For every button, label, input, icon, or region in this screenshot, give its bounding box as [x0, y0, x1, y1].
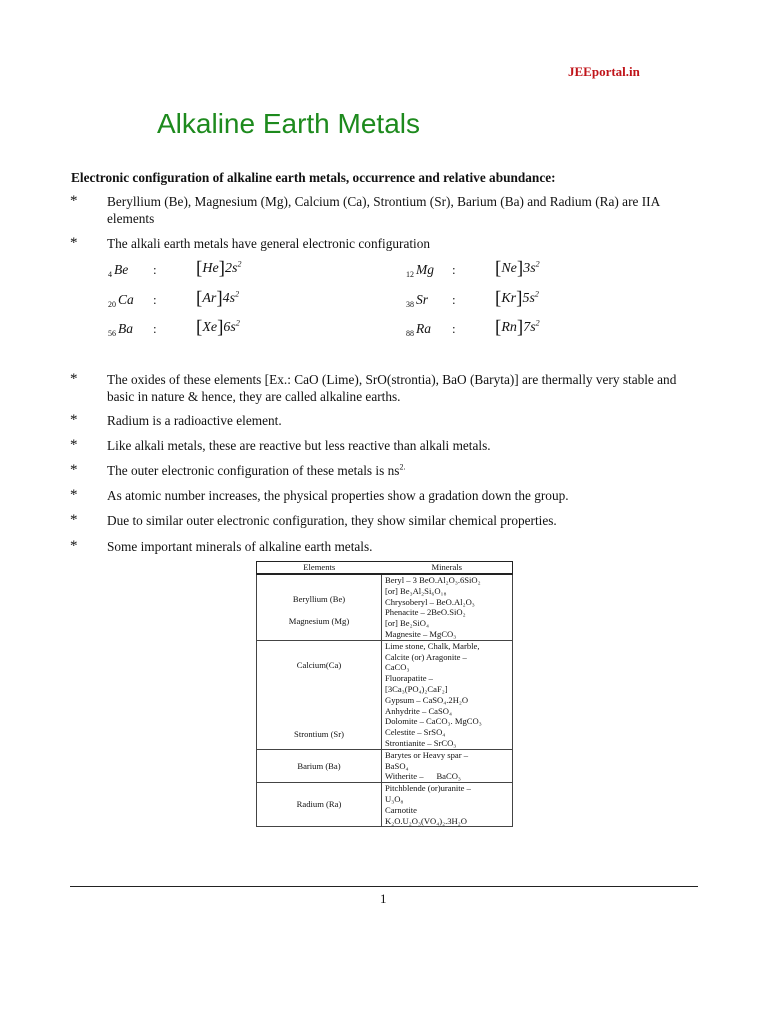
elements-cell — [257, 749, 382, 782]
mineral-line: Phenacite – 2BeO.SiO₂ — [385, 607, 466, 618]
config-be: $[He]2s^2$ — [196, 258, 242, 279]
mineral-line: Lime stone, Chalk, Marble, — [385, 640, 480, 651]
bullet-text: Radium is a radioactive element. — [107, 413, 282, 428]
mineral-line: Pitchblende (or)uranite – — [385, 783, 471, 794]
bullet-item — [70, 539, 698, 556]
element-name: Beryllium (Be) — [292, 593, 346, 604]
bullet-text: The oxides of these elements [Ex.: CaO (Lime), SrO(strontia), BaO (Baryta)] are thermally very stable and basic in nature & hence, they are called alkaline earths. — [107, 372, 677, 404]
mineral-line: Fluorapatite – — [385, 673, 433, 684]
mineral-line: Gypsum – CaSO₄.2H₂O — [385, 694, 469, 705]
minerals-cell — [382, 783, 513, 827]
minerals-table — [256, 561, 513, 827]
config-mg: $[Ne]3s^2$ — [495, 258, 540, 279]
mineral-line: Magnesite – MgCO₃ — [385, 628, 457, 639]
colon: : — [153, 321, 157, 336]
colon: : — [452, 321, 456, 336]
element-name: Strontium (Sr) — [294, 728, 344, 739]
footer-rule — [70, 886, 698, 887]
element-symbol-ca: $_{20}$ Ca — [108, 292, 134, 309]
colon: : — [153, 292, 157, 307]
column-header-minerals: Minerals — [382, 562, 513, 575]
config-ca: $[Ar]4s^2$ — [196, 288, 240, 309]
config-ra: $[Rn]7s^2$ — [495, 317, 540, 338]
mineral-line: Chrysoberyl – BeO.Al₂O₃ — [385, 596, 475, 607]
minerals-cell — [382, 574, 513, 640]
mineral-line: Witherite – BaCO₃ — [385, 771, 461, 782]
element-symbol-ba: $_{56}$ Ba — [108, 321, 133, 338]
mineral-line: Carnotite — [385, 804, 417, 815]
elements-cell — [257, 783, 382, 827]
minerals-cell — [382, 640, 513, 749]
config-ba: $[Xe]6s^2$ — [196, 317, 240, 338]
colon: : — [452, 262, 456, 277]
element-name: Calcium(Ca) — [296, 659, 342, 670]
page-title: Alkaline Earth Metals — [157, 108, 421, 139]
bullet-marker: * — [70, 437, 78, 453]
table-row — [257, 574, 513, 640]
element-name: Radium (Ra) — [296, 799, 342, 810]
element-symbol-ra: $_{88}$ Ra — [406, 321, 431, 338]
bullet-marker: * — [70, 193, 78, 209]
minerals-cell — [382, 749, 513, 782]
mineral-line: Celestite – SrSO₄ — [385, 727, 446, 738]
mineral-line: [or] Be₃Al₂Si₆O₁₈ — [385, 585, 447, 596]
mineral-line: Dolomite – CaCO₃. MgCO₃ — [385, 716, 482, 727]
bullet-text: As atomic number increases, the physical properties show a gradation down the group. — [107, 488, 569, 503]
table-row — [257, 640, 513, 749]
bullet-text: Beryllium (Be), Magnesium (Mg), Calcium (Ca), Strontium (Sr), Barium (Ba) and Radium (Ra) are IIA elements — [107, 194, 660, 226]
bullet-text: The alkali earth metals have general electronic configuration — [107, 236, 431, 251]
element-name: Magnesium (Mg) — [288, 616, 350, 627]
bullet-item — [70, 372, 698, 406]
mineral-line: Strontianite – SrCO₃ — [385, 737, 457, 748]
elements-cell — [257, 574, 382, 640]
colon: : — [153, 262, 157, 277]
bullet-marker: * — [70, 538, 78, 554]
bullet-text: Some important minerals of alkaline earth metals. — [107, 539, 373, 554]
site-brand: JEEportal.in — [568, 64, 640, 79]
section-subheading: Electronic configuration of alkaline earth metals, occurrence and relative abundance: — [71, 170, 556, 185]
element-symbol-mg: $_{12}$ Mg — [406, 262, 434, 279]
mineral-line: CaCO₃ — [385, 662, 410, 673]
bullet-marker: * — [70, 235, 78, 251]
elements-cell — [257, 640, 382, 749]
config-sr: $[Kr]5s^2$ — [495, 288, 539, 309]
bullet-item — [70, 488, 698, 505]
bullet-marker: * — [70, 371, 78, 387]
bullet-item — [70, 413, 698, 430]
bullet-marker: * — [70, 487, 78, 503]
bullet-text: Due to similar outer electronic configuration, they show similar chemical properties. — [107, 513, 557, 528]
table-row — [257, 783, 513, 827]
mineral-line: [or] Be₂SiO₄ — [385, 618, 429, 629]
table-header-row — [257, 562, 513, 575]
column-header-elements: Elements — [257, 562, 382, 575]
bullet-text: The outer electronic configuration of these metals is $ns^{2.}$ — [107, 462, 406, 478]
element-name: Barium (Ba) — [297, 760, 341, 771]
mineral-line: [3Ca₃(PO₄)₂CaF₂] — [385, 683, 448, 694]
bullet-marker: * — [70, 462, 78, 478]
page-number: 1 — [380, 891, 387, 906]
element-symbol-be: $_4$ Be — [108, 262, 129, 279]
mineral-line: Anhydrite – CaSO₄ — [385, 705, 452, 716]
mineral-line: U₃O₈ — [385, 793, 404, 804]
table-row — [257, 749, 513, 782]
bullet-item — [70, 513, 698, 530]
mineral-line: Calcite (or) Aragonite – — [385, 651, 467, 662]
element-symbol-sr: $_{38}$ Sr — [406, 292, 429, 309]
bullet-item — [70, 438, 698, 455]
bullet-marker: * — [70, 412, 78, 428]
mineral-line: Beryl – 3 BeO.Al₂O₃.6SiO₂ — [385, 575, 481, 585]
mineral-line: K₂O.U₂O₃(VO₄)₂.3H₂O — [385, 815, 467, 826]
bullet-item — [70, 236, 698, 253]
mineral-line: BaSO₄ — [385, 760, 409, 771]
bullet-item — [70, 194, 698, 228]
bullet-text: Like alkali metals, these are reactive but less reactive than alkali metals. — [107, 438, 491, 453]
colon: : — [452, 292, 456, 307]
bullet-marker: * — [70, 512, 78, 528]
bullet-item — [70, 463, 698, 480]
mineral-line: Barytes or Heavy spar – — [385, 749, 469, 760]
